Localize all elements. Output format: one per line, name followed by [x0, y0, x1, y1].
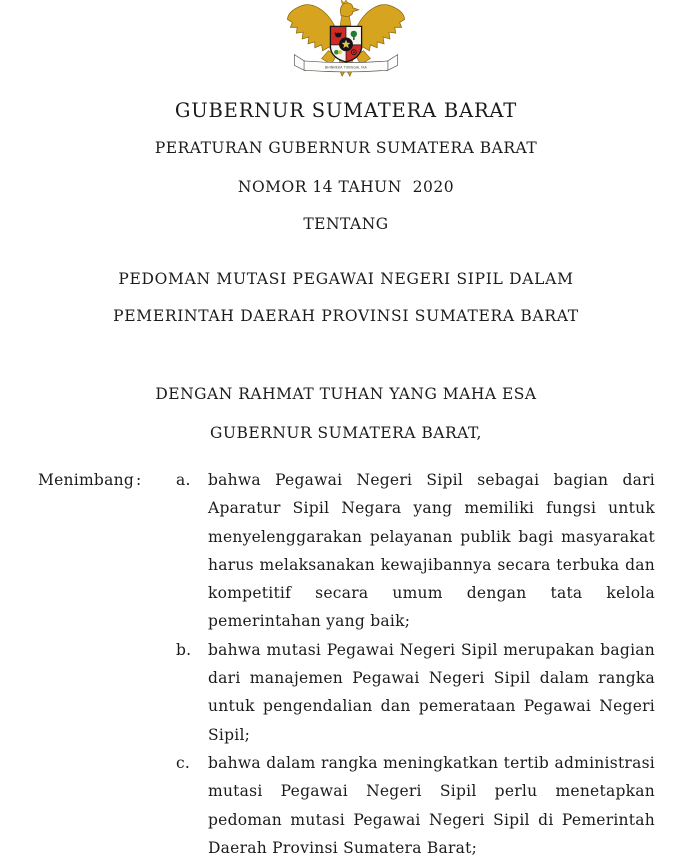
- item-text: bahwa dalam rangka meningkatkan tertib administrasi mutasi Pegawai Negeri Sipil perlu menetapkan pedoman mutasi Pegawai Negeri Sipil di Pemerintah Daerah Provinsi Sumatera Barat;: [208, 753, 655, 857]
- item-letter: a.: [176, 471, 191, 489]
- document-title: GUBERNUR SUMATERA BARAT: [174, 99, 518, 122]
- motto-banner-left-end: [294, 55, 305, 71]
- garuda-pancasila-icon: [284, 0, 408, 78]
- menimbang-colon: :: [136, 471, 142, 489]
- pancasila-shield: [330, 26, 361, 62]
- item-text: bahwa Pegawai Negeri Sipil sebagai bagian dari Aparatur Sipil Negara yang memiliki fungsi untuk menyelenggarakan pelayanan publik bagi masyarakat harus melaksanakan kewajibannya secara terbuka dan kompetitif secara umum dengan tata kelola pemerintahan yang baik;: [208, 471, 655, 631]
- about-label: TENTANG: [303, 215, 389, 233]
- menimbang-section: [0, 466, 692, 861]
- item-text: bahwa mutasi Pegawai Negeri Sipil merupakan bagian dari manajemen Pegawai Negeri Sipil dalam rangka untuk pengendalian dan pemerataan Pegawai Negeri Sipil;: [208, 640, 655, 744]
- consideration-item-a: [176, 466, 655, 636]
- item-letter: c.: [176, 753, 191, 772]
- motto-text: BHINNEKA TUNGGAL IKA: [324, 65, 368, 70]
- garuda-pancasila-svg: [284, 0, 408, 78]
- menimbang-label: Menimbang: [38, 471, 134, 489]
- regulation-number: NOMOR 14 TAHUN 2020: [237, 178, 455, 196]
- motto-banner-right-end: [387, 55, 398, 71]
- consideration-item-b: [176, 636, 655, 749]
- garuda-crest: [341, 0, 348, 4]
- consideration-item-c: [176, 749, 655, 861]
- regulation-title: PERATURAN GUBERNUR SUMATERA BARAT: [154, 139, 538, 157]
- issuer-line: GUBERNUR SUMATERA BARAT,: [210, 424, 482, 442]
- item-letter: b.: [176, 640, 192, 659]
- rice-cotton-symbol: [334, 50, 339, 55]
- invocation-line: DENGAN RAHMAT TUHAN YANG MAHA ESA: [155, 385, 537, 403]
- garuda-head: [340, 3, 358, 17]
- menimbang-items: [176, 466, 655, 861]
- subject-line-1: PEDOMAN MUTASI PEGAWAI NEGERI SIPIL DALAM: [118, 270, 574, 288]
- subject-line-2: PEMERINTAH DAERAH PROVINSI SUMATERA BARAT: [113, 307, 579, 325]
